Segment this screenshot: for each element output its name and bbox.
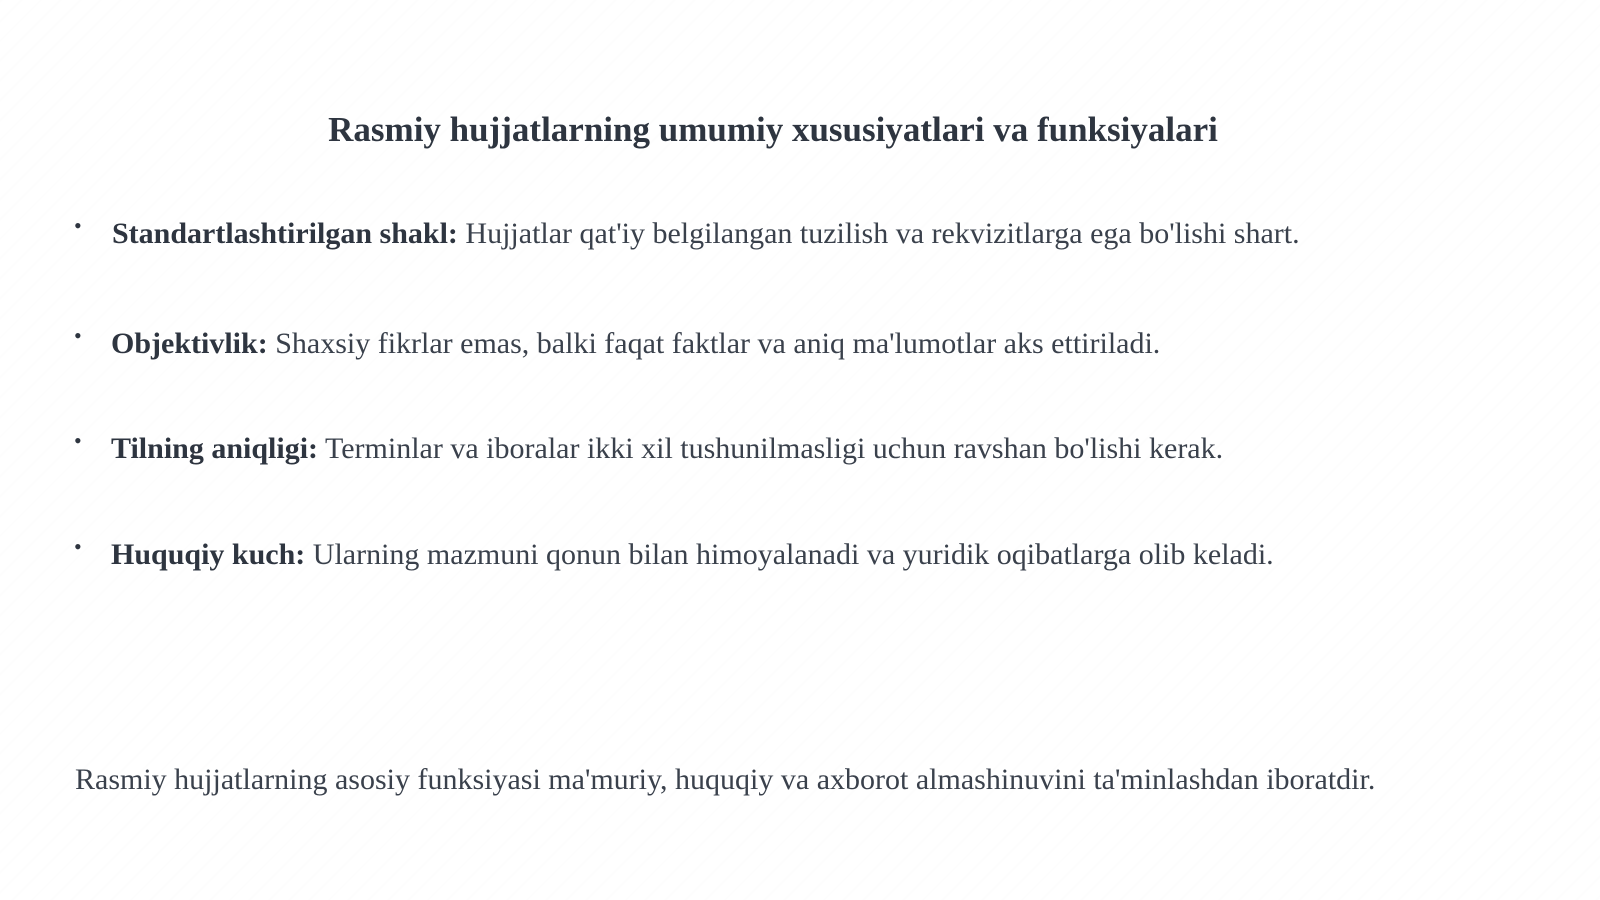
bullet-text [111, 429, 1223, 469]
bullet-term: Huquqiy kuch: [111, 538, 306, 571]
bullet-text [111, 324, 1160, 364]
bullet-description: Shaxsiy fikrlar emas, balki faqat faktlar va aniq ma'lumotlar aks ettiriladi. [275, 327, 1161, 360]
summary-text: Rasmiy hujjatlarning asosiy funksiyasi ma'muriy, huquqiy va axborot almashinuvini ta'minlashdan iboratdir. [75, 763, 1376, 796]
bullet-icon: • [74, 323, 82, 348]
bullet-term: Standartlashtirilgan shakl: [112, 217, 458, 250]
bullet-icon: • [74, 213, 82, 238]
bullet-term: Objektivlik: [111, 327, 268, 360]
bullet-description: Hujjatlar qat'iy belgilangan tuzilish va rekvizitlarga ega bo'lishi shart. [465, 217, 1300, 250]
bullet-icon: • [74, 534, 82, 559]
bullet-description: Ularning mazmuni qonun bilan himoyalanadi va yuridik oqibatlarga olib keladi. [312, 538, 1274, 571]
bullet-text [111, 535, 1274, 575]
slide-title: Rasmiy hujjatlarning umumiy xususiyatlari va funksiyalari [328, 110, 1218, 149]
bullet-description: Terminlar va iboralar ikki xil tushunilmasligi uchun ravshan bo'lishi kerak. [325, 432, 1224, 465]
bullet-term: Tilning aniqligi: [111, 432, 319, 465]
bullet-icon: • [74, 428, 82, 453]
bullet-text [112, 214, 1300, 254]
